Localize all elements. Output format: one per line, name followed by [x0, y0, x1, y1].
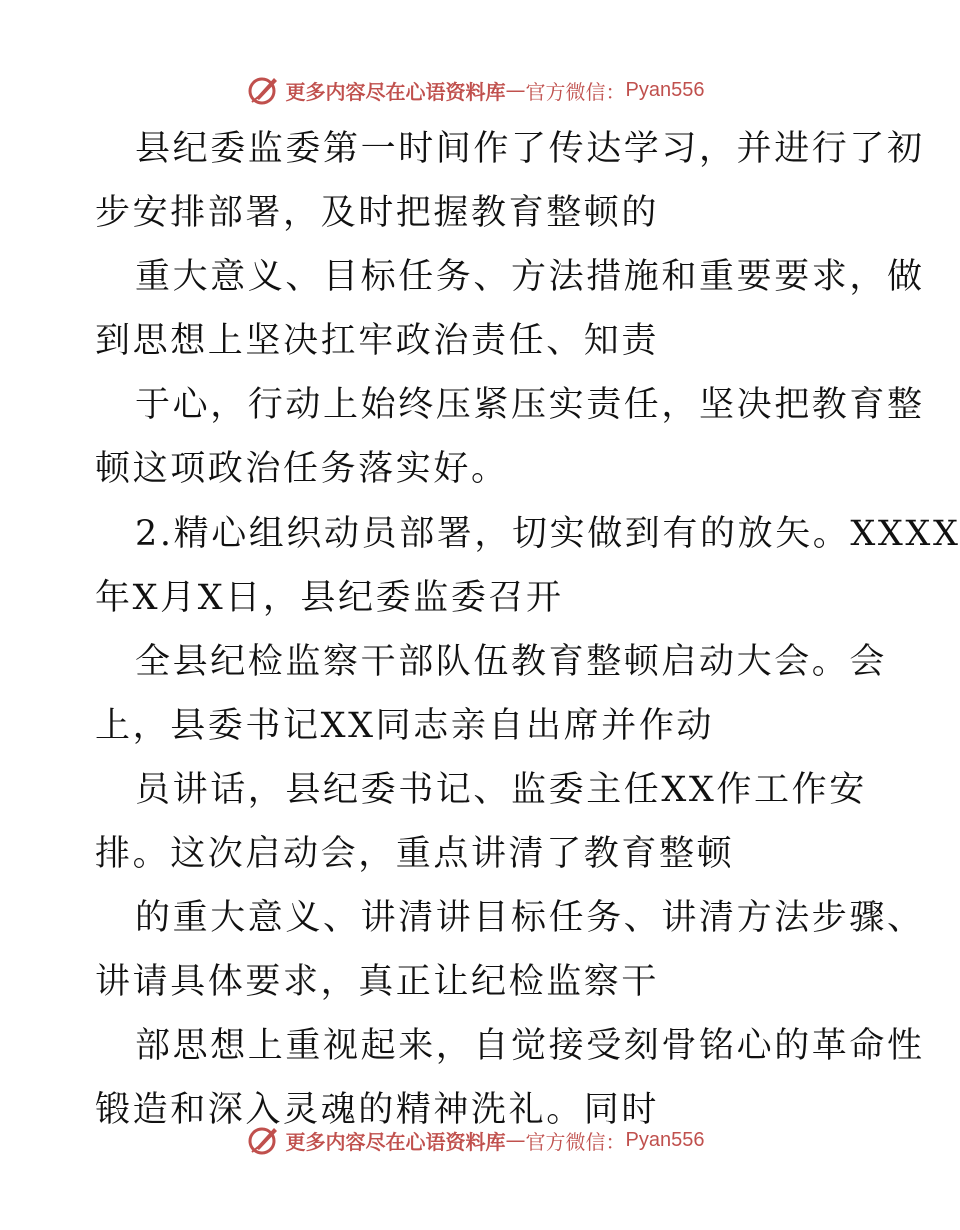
body-line: 上，县委书记XX同志亲自出席并作动: [95, 705, 715, 746]
document-body: [95, 117, 960, 1143]
banner-title: 更多内容尽在心语资料库: [285, 79, 506, 104]
banner-wechat-id: Pyan556: [625, 78, 705, 101]
body-line: 到思想上坚决扛牢政治责任、知责: [95, 321, 660, 362]
banner-wechat-id: Pyan556: [625, 1128, 705, 1151]
banner-separator: —: [505, 1128, 526, 1152]
body-line: 锻造和深入灵魂的精神洗礼。同时: [95, 1090, 660, 1131]
footer-banner: [0, 1120, 950, 1160]
body-line: 2.精心组织动员部署，切实做到有的放矢。XXXX: [135, 513, 960, 554]
body-line: 年X月X日，县纪委监委召开: [95, 577, 564, 618]
body-line: 重大意义、目标任务、方法措施和重要要求，做: [135, 257, 925, 298]
header-banner: [0, 70, 950, 110]
body-line: 部思想上重视起来，自觉接受刻骨铭心的革命性: [135, 1026, 925, 1067]
body-line: 的重大意义、讲清讲目标任务、讲清方法步骤、: [135, 898, 925, 939]
banner-title: 更多内容尽在心语资料库: [285, 1129, 506, 1154]
banner-wechat-label: 官方微信：: [525, 1129, 626, 1154]
quill-circle-logo-icon: [246, 1122, 282, 1158]
quill-circle-logo-icon: [246, 72, 282, 108]
body-line: 县纪委监委第一时间作了传达学习，并进行了初: [135, 129, 925, 169]
body-line: 于心，行动上始终压紧压实责任，坚决把教育整: [135, 385, 925, 426]
body-line: 顿这项政治任务落实好。: [95, 449, 509, 490]
body-line: 员讲话，县纪委书记、监委主任XX作工作安: [135, 769, 867, 810]
banner-separator: —: [505, 78, 526, 102]
body-line: 全县纪检监察干部队伍教育整顿启动大会。会: [135, 641, 888, 682]
body-line: 步安排部署，及时把握教育整顿的: [95, 193, 660, 234]
banner-wechat-label: 官方微信：: [525, 79, 626, 104]
body-line: 讲请具体要求，真正让纪检监察干: [95, 962, 660, 1003]
body-line: 排。这次启动会，重点讲清了教育整顿: [95, 834, 735, 875]
